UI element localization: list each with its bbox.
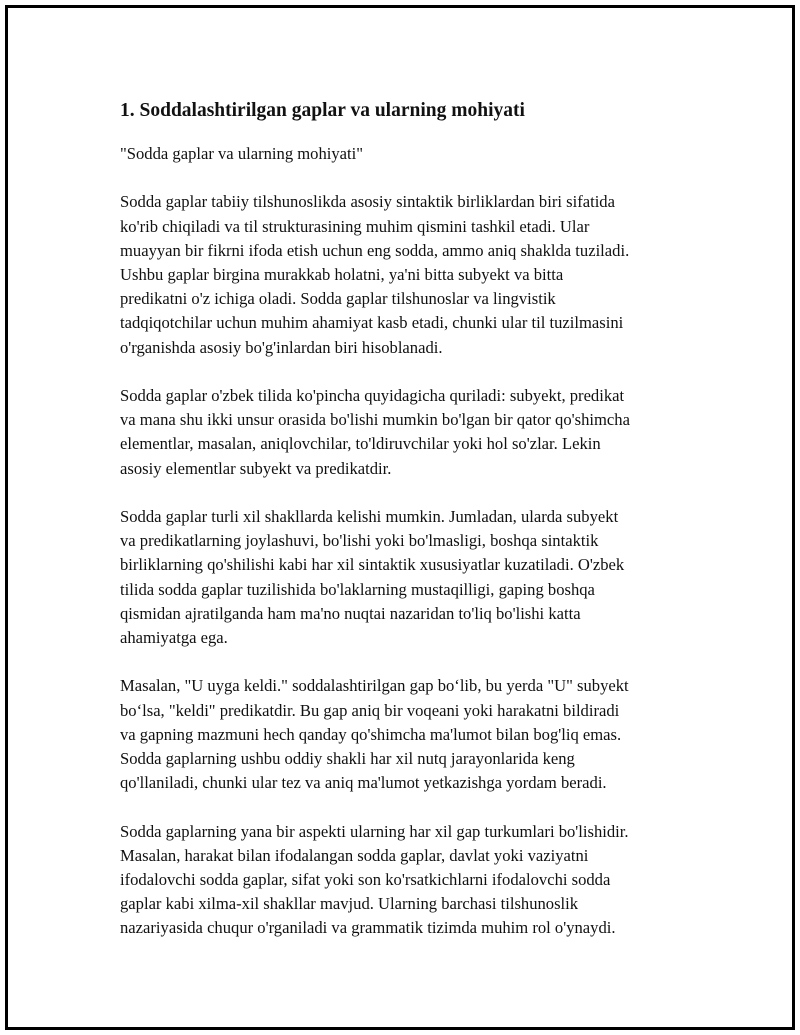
paragraph-line: qismidan ajratilganda ham ma'no nuqtai nazaridan to'liq bo'lishi katta	[120, 603, 581, 623]
paragraph-line: o'rganishda asosiy bo'g'inlardan biri hisoblanadi.	[120, 337, 443, 357]
paragraph-line: va mana shu ikki unsur orasida bo'lishi mumkin bo'lgan bir qator qo'shimcha	[120, 410, 630, 430]
paragraph-line: Sodda gaplarning ushbu oddiy shakli har xil nutq jarayonlarida keng	[120, 749, 575, 769]
paragraph	[120, 505, 700, 650]
paragraph-line: Ushbu gaplar birgina murakkab holatni, ya'ni bitta subyekt va bitta	[120, 265, 564, 284]
paragraph-line: ko'rib chiqiladi va til strukturasining muhim qismini tashkil etadi. Ular	[120, 216, 590, 236]
paragraph-line: muayyan bir fikrni ifoda etish uchun eng sodda, ammo aniq shaklda tuziladi.	[120, 240, 630, 260]
paragraph-line: birliklarning qo'shilishi kabi har xil sintaktik xususiyatlar kuzatiladi. O'zbek	[120, 555, 625, 575]
paragraph-line: Masalan, harakat bilan ifodalangan sodda gaplar, davlat yoki vaziyatni	[120, 845, 589, 865]
paragraph-line: va predikatlarning joylashuvi, bo'lishi yoki bo'lmasligi, boshqa sintaktik	[120, 531, 599, 551]
paragraph-line: Sodda gaplarning yana bir aspekti ularning har xil gap turkumlari bo'lishidir.	[120, 821, 629, 841]
paragraph-line: Masalan, "U uyga keldi." soddalashtirilgan gap bo‘lib, bu yerda "U" subyekt	[120, 676, 629, 696]
section-heading: 1. Soddalashtirilgan gaplar va ularning mohiyati	[120, 100, 525, 121]
paragraph-line: nazariyasida chuqur o'rganiladi va grammatik tizimda muhim rol o'ynaydi.	[120, 918, 616, 938]
paragraph-line: predikatni o'z ichiga oladi. Sodda gaplar tilshunoslar va lingvistik	[120, 289, 556, 309]
paragraph	[120, 674, 700, 795]
paragraph-line: tilida sodda gaplar tuzilishida bo'laklarning mustaqilligi, gaping boshqa	[120, 579, 595, 599]
paragraph	[120, 384, 700, 481]
paragraph-line: bo‘lsa, "keldi" predikatdir. Bu gap aniq bir voqeani yoki harakatni bildiradi	[120, 700, 620, 720]
paragraph-line: Sodda gaplar o'zbek tilida ko'pincha quyidagicha quriladi: subyekt, predikat	[120, 386, 625, 405]
paragraph-line: asosiy elementlar subyekt va predikatdir.	[120, 458, 392, 478]
paragraph-line: qo'llaniladi, chunki ular tez va aniq ma'lumot yetkazishga yordam beradi.	[120, 773, 607, 793]
paragraph-line: gaplar kabi xilma-xil shakllar mavjud. Ularning barchasi tilshunoslik	[120, 894, 579, 914]
paragraph	[120, 190, 700, 359]
document-body	[120, 96, 700, 965]
paragraph-line: tadqiqotchilar uchun muhim ahamiyat kasb etadi, chunki ular til tuzilmasini	[120, 313, 624, 333]
paragraph	[120, 820, 700, 941]
paragraph-line: va gapning mazmuni hech qanday qo'shimcha ma'lumot bilan bog'liq emas.	[120, 724, 622, 744]
paragraph-line: Sodda gaplar tabiiy tilshunoslikda asosiy sintaktik birliklardan biri sifatida	[120, 192, 615, 212]
section-subtitle: "Sodda gaplar va ularning mohiyati"	[120, 144, 364, 163]
paragraph-line: ifodalovchi sodda gaplar, sifat yoki son ko'rsatkichlarni ifodalovchi sodda	[120, 870, 611, 890]
paragraph-line: Sodda gaplar turli xil shakllarda kelishi mumkin. Jumladan, ularda subyekt	[120, 507, 619, 526]
paragraph-list	[120, 190, 700, 940]
paragraph-line: ahamiyatga ega.	[120, 628, 228, 648]
paragraph-line: elementlar, masalan, aniqlovchilar, to'ldiruvchilar yoki hol so'zlar. Lekin	[120, 434, 601, 454]
page-border	[5, 5, 795, 1030]
